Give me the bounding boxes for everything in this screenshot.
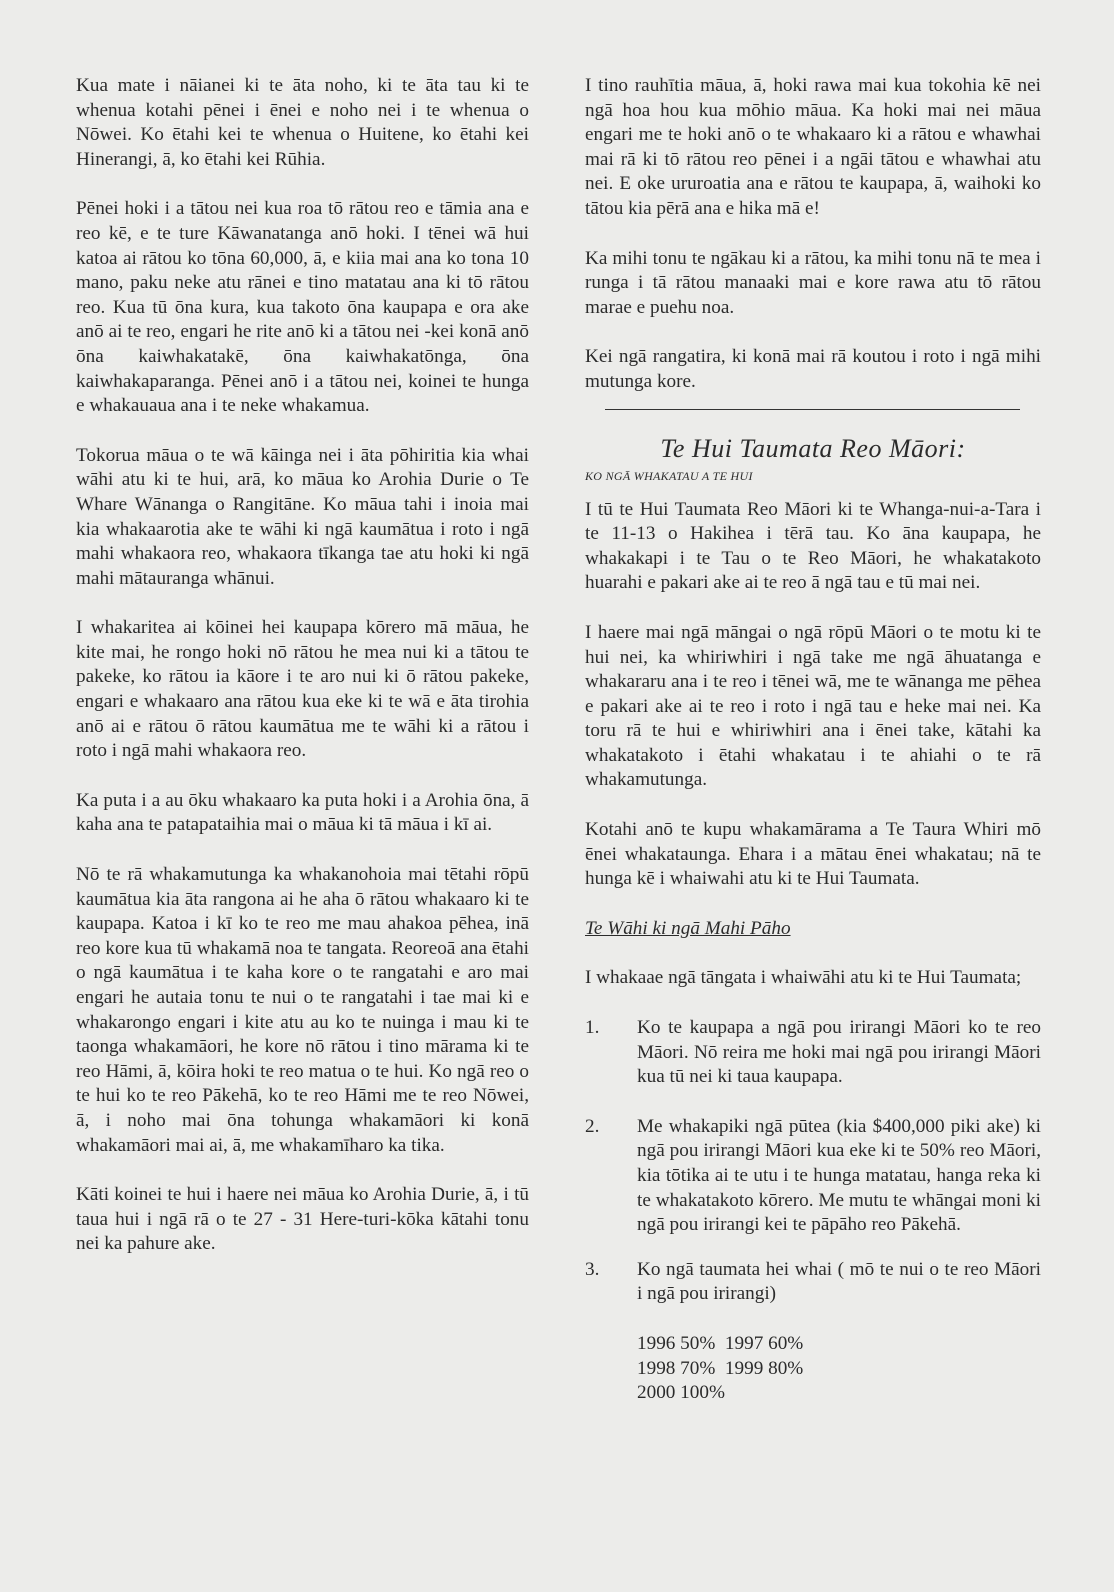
resolution-list — [585, 1016, 1041, 1307]
list-item — [585, 1016, 1041, 1090]
target-percentages — [585, 1332, 1041, 1406]
section-heading: Te Hui Taumata Reo Māori: — [660, 433, 966, 463]
list-number: 3. — [585, 1258, 600, 1280]
target-row: 1996 50% 1997 60% — [637, 1332, 804, 1354]
paragraph: I tū te Hui Taumata Reo Māori ki te Whanga-nui-a-Tara i te 11-13 o Hakihea i tērā tau. Ko āna kaupapa, he whakakapi i te Tau o te Reo Māori, he whakatakoto huarahi e pakari ake ai te reo ā ngā tau e tū mai nei. — [585, 498, 1041, 594]
list-item — [585, 1115, 1041, 1238]
subsection-intro: I whakaae ngā tāngata i whaiwāhi atu ki te Hui Taumata; — [585, 967, 1022, 989]
list-item — [585, 1258, 1041, 1307]
paragraph: Nō te rā whakamutunga ka whakanohoia mai tētahi rōpū kaumātua kia āta rangona ai he aha ō rātou whakaaro ki te kaupapa. Katoa i kī ko te reo me mau ahakoa pēhea, inā reo kore kua tū whakamā noa te tangata. Reoreoā ana ētahi o ngā kaumātua i te kaha kore o te rangatahi e aro mai engari he autaia tonu te nui o te rangatahi i tae mai ki e whakarongo engari i kite atu au ko te nuinga i mau ki te taonga whakamāori, he kore nō rātou i tino mārama ki te reo Hāmi, ā, kōira hoki te reo matua o te hui. Ko ngā reo o te hui ko te reo Pākehā, ko te reo Hāmi me te reo Nōwei, ā, i noho mai ōna tohunga whakamāori ki konā whakamāori mai ai, ā, me whakamīharo ka tika. — [76, 864, 529, 1156]
paragraph: I whakaritea ai kōinei hei kaupapa kōrero mā māua, he kite mai, he rongo hoki nō rātou he mea nui ki a tātou te pakeke, ko rātou ia kāore i te aro nui ki ō rātou pakeke, engari e whakaaro ana rātou kua eke ki te wā e āta tirohia anō ai e rātou ō rātou kaumātua me te wāhi ki a rātou i roto i ngā mahi whakaora reo. — [76, 617, 529, 762]
paragraph: Pēnei hoki i a tātou nei kua roa tō rātou reo e tāmia ana e reo kē, e te ture Kāwanatanga anō hoki. I tēnei wā hui katoa ai rātou ko tōna 60,000, ā, e kiia mai ana ko tona 10 mano, paku neke atu rānei e tino matatau ana ki tō rātou reo. Kua tū ōna kura, kua takoto ōna kaupapa e ora ake anō ai te reo, engari he rite anō ki a tātou nei -kei konā anō ōna kaiwhakatakē, ōna kaiwhakatōnga, ōna kaiwhakaparanga. Pēnei anō i a tātou nei, koinei te hunga e whakauaua ana i te neke whakamua. — [76, 198, 529, 417]
paragraph: Ka mihi tonu te ngākau ki a rātou, ka mihi tonu nā te mea i runga i tā rātou manaaki mai e kore rawa atu tō rātou marae e puehu noa. — [585, 247, 1041, 318]
list-number: 2. — [585, 1115, 600, 1137]
left-column — [76, 74, 529, 1282]
paragraph: Ka puta i a au ōku whakaaro ka puta hoki i a Arohia ōna, ā kaha ana te patapataihia mai o māua ki tā māua i kī ai. — [76, 789, 529, 836]
list-number: 1. — [585, 1017, 600, 1039]
paragraph: Kei ngā rangatira, ki konā mai rā koutou i roto i ngā mihi mutunga kore. — [585, 346, 1041, 392]
paragraph: I haere mai ngā māngai o ngā rōpū Māori o te motu ki te hui nei, ka whiriwhiri i ngā take me ngā āhuatanga e whakararu ana i te reo i tēnei wā, me te wānanga me pēhea e pakari ake ai te reo i roto i ngā tau e heke mai nei. Ka toru rā te hui e whiriwhiri ana i ēnei take, kātahi ka whakatakoto i ētahi whakatau i te ahiahi o te rā whakamutunga. — [585, 621, 1041, 791]
section-subheading: KO NGĀ WHAKATAU A TE HUI — [585, 468, 753, 483]
section-divider — [605, 409, 1020, 410]
paragraph: Kua mate i nāianei ki te āta noho, ki te āta tau ki te whenua kotahi pēnei i ēnei e noho nei i te whenua o Nōwei. Ko ētahi kei te whenua o Huitene, ko ētahi kei Hinerangi, ā, ko ētahi kei Rūhia. — [76, 75, 529, 170]
list-text: Me whakapiki ngā pūtea (kia $400,000 piki ake) ki ngā pou irirangi Māori kua eke ki te 50% reo Māori, kia tōtika ai te utu i te hunga matatau, hanga reka ki te whakatakoto kōrero. Me mutu te whāngai moni ki ngā pou irirangi kei te pāpāho reo Pākehā. — [637, 1115, 1041, 1236]
list-text: Ko ngā taumata hei whai ( mō te nui o te reo Māori i ngā pou irirangi) — [637, 1258, 1041, 1305]
subsection-title: Te Wāhi ki ngā Mahi Pāho — [585, 917, 791, 939]
list-text: Ko te kaupapa a ngā pou irirangi Māori ko te reo Māori. Nō reira me hoki mai ngā pou irirangi Māori kua tū nei ki taua kaupapa. — [637, 1017, 1041, 1088]
target-row: 1998 70% 1999 80% — [637, 1357, 804, 1379]
paragraph: Tokorua māua o te wā kāinga nei i āta pōhiritia kia whai wāhi atu ki te hui, arā, ko māua ko Arohia Durie o Te Whare Wānanga o Rangitāne. Ko māua tahi i inoia mai kia whakaarotia ake te wāhi ki ngā kaumātua i roto i ngā mahi whakaora reo, whakaora tīkanga tae atu hoki ki ngā mahi mātauranga whānui. — [76, 444, 529, 589]
paragraph: Kāti koinei te hui i haere nei māua ko Arohia Durie, ā, i tū taua hui i ngā rā o te 27 - 31 Here-turi-kōka kātahi tonu nei ka pahure ake. — [76, 1184, 529, 1255]
right-column — [585, 74, 1041, 1406]
target-row: 2000 100% — [637, 1382, 725, 1404]
paragraph: Kotahi anō te kupu whakamārama a Te Taura Whiri mō ēnei whakataunga. Ehara i a mātau ēnei whakatau; nā te hunga kē i whaiwahi atu ki te Hui Taumata. — [585, 819, 1041, 890]
paragraph: I tino rauhītia māua, ā, hoki rawa mai kua tokohia kē nei ngā hoa hou kua mōhio māua. Ka hoki mai nei māua engari me te hoki anō o te whakaaro ki a rātou e whawhai mai rā ki tō rātou reo pēnei i a ngāi tātou e whawhai atu nei. E oke ururoatia ana e rātou te kaupapa, ā, waihoki ko tātou kia pērā ana e hika mā e! — [585, 75, 1041, 219]
